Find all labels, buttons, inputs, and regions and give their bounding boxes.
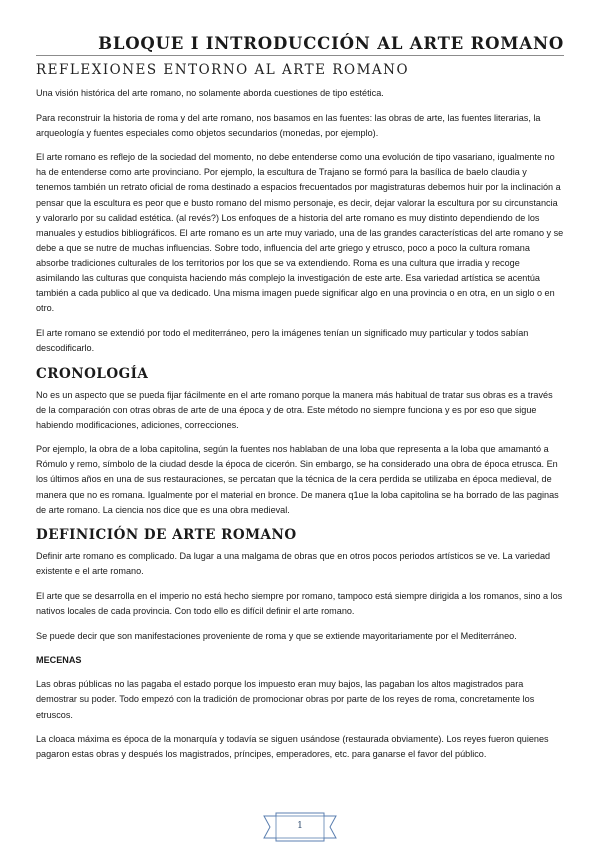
cronologia-heading: CRONOLOGÍA: [36, 365, 149, 382]
document-body: [36, 86, 564, 772]
mecenas-label: MECENAS: [36, 655, 82, 666]
page-number: 1: [297, 821, 303, 831]
intro-paragraph-4: El arte romano se extendió por todo el mediterráneo, pero la imágenes tenían un significado muy particular y todos sabían descodificarlo.: [36, 327, 529, 353]
mecenas-paragraph-2: La cloaca máxima es época de la monarquía y todavía se siguen usándose (restaurada obviamente). Los reyes fueron quienes pagaron estas obras y después los magistrados, príncipes, emperadores, etc. para ganarse el favor del público.: [36, 734, 549, 760]
title-divider: [36, 55, 564, 56]
definicion-paragraph-2: El arte que se desarrolla en el imperio no está hecho siempre por romano, tampoco está siempre dirigida a los romanos, sino a los nativos locales de cada provincia. Con todo ello es difícil definir el arte romano.: [36, 590, 563, 617]
section-subtitle: REFLEXIONES ENTORNO AL ARTE ROMANO: [36, 62, 410, 78]
definicion-paragraph-1: Definir arte romano es complicado. Da lugar a una malgama de obras que en otros pocos periodos artísticos se ve. La variedad existente e el arte romano.: [36, 551, 551, 577]
definicion-paragraph-3: Se puede decir que son manifestaciones proveniente de roma y que se extiende mayoritariamente por el Mediterráneo.: [36, 630, 517, 641]
cronologia-paragraph-1: No es un aspecto que se pueda fijar fácilmente en el arte romano porque la manera más habitual de tratar sus obras es a través de la comparación con otras obras de arte de una época y de otra. Este método no siempre funciona y es por eso que sigue habiendo modificaciones, adiciones, correcciones.: [36, 389, 553, 430]
mecenas-paragraph-1: Las obras públicas no las pagaba el estado porque los impuesto eran muy bajos, las pagaban los altos magistrados para demostrar su poder. Todo empezó con la tradición de promocionar obras por parte de los reyes de roma, concretamente los etruscos.: [36, 679, 535, 720]
document-title: BLOQUE I INTRODUCCIÓN AL ARTE ROMANO: [98, 34, 564, 53]
intro-paragraph-1: Una visión histórica del arte romano, no solamente aborda cuestiones de tipo estética.: [36, 88, 384, 98]
intro-paragraph-3: El arte romano es reflejo de la sociedad del momento, no debe entenderse como una evolución de tipo vasariano, igualmente no ha de entenderse como arte provinciano. Por ejemplo, la escultura de Trajano se formó para la basílica de baelo claudia y tenemos también un retrato oficial de roma destinado a espacios frecuentados por magistraturas debemos huir por la inclinación a pensar que la escultura es peor que e busto romano del mismo personaje, es decir, dejar valorar la escultura por su circunstancia y valorarlo por su calidad estética. (al revés?) Los enfoques de a historia del arte romano es muy distinto dependiendo de los manuales y estudios bibliográficos. El arte romano es un arte muy variado, una de las grandes características del arte romano y se debe a que se nutre de muchas influencias. Sobre todo, influencia del arte griego y etrusco, poco a poco la cultura romana absorbe tradiciones culturales de los territorios por los que se va extendiendo. Roma es una cultura que irradia y recoge asimilando las culturas que conquista haciendo más complejo la investigación de este arte. Esa variedad artística se acentúa también a cada publico al que va dedicado. Una misma imagen puede significar algo en una provincia o en otra, en un siglo o en otro.: [36, 152, 564, 314]
cronologia-paragraph-2: Por ejemplo, la obra de a loba capitolina, según la fuentes nos hablaban de una loba que representa a la loba que amamantó a Rómulo y remo, símbolo de la ciudad desde la época de cicerón. Sin embargo, se ha considerado una obra de época etrusca. En los últimos años en una de sus restauraciones, se percatan que la técnica de la cera perdida se utilizaba en época medieval, de manera que no es romana. Igualmente por el material en bronce. De manera q1ue la loba capitolina se ha borrado de las paginas de arte romano. La ciencia nos dice que es una obra medieval.: [36, 444, 559, 515]
intro-paragraph-2: Para reconstruir la historia de roma y del arte romano, nos basamos en las fuentes: las obras de arte, las fuentes literarias, la arqueología y fuentes especiales como objetos secundarios (monedas, por ejemplo).: [36, 112, 541, 138]
definicion-heading: DEFINICIÓN DE ARTE ROMANO: [36, 527, 297, 544]
page-number-ornament: [260, 812, 340, 842]
